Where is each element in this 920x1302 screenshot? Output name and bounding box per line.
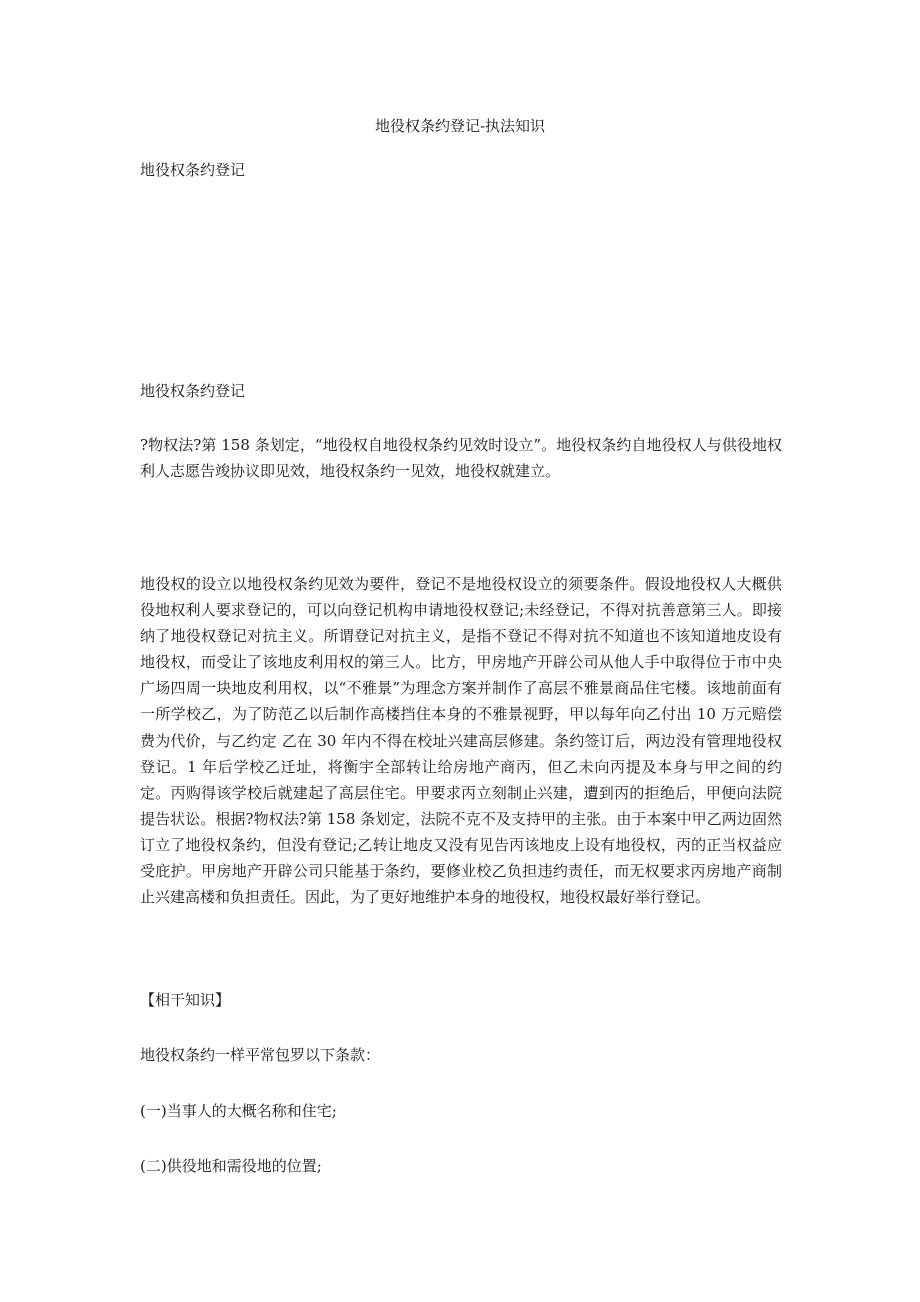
paragraph-establishment: ?物权法?第 158 条划定，“地役权自地役权条约见效时设立”。地役权条约自地役权人与供役地权利人志愿告竣协议即见效，地役权条约一见效，地役权就建立。 bbox=[140, 436, 782, 481]
related-knowledge-heading: 【相干知识】 bbox=[140, 991, 231, 1009]
section-heading-repeat: 地役权条约登记 bbox=[140, 382, 246, 400]
section-heading: 地役权条约登记 bbox=[140, 161, 246, 179]
clause-item-2: (二)供役地和需役地的位置; bbox=[140, 1157, 322, 1175]
document-title: 地役权条约登记-执法知识 bbox=[374, 117, 546, 135]
clauses-intro: 地役权条约一样平常包罗以下条款： bbox=[140, 1046, 381, 1064]
clause-item-1: (一)当事人的大概名称和住宅; bbox=[140, 1102, 337, 1120]
paragraph-registration-example: 地役权的设立以地役权条约见效为要件，登记不是地役权设立的须要条件。假设地役权人大概供役地权利人要求登记的，可以向登记机构申请地役权登记;未经登记，不得对抗善意第三人。即接纳了地役权登记对抗主义。所谓登记对抗主义，是指不登记不得对抗不知道也不该知道地皮设有地役权，而受让了该地皮利用权的第三人。比方，甲房地产开辟公司从他人手中取得位于市中央广场四周一块地皮利用权，以“不雅景”为理念方案并制作了高层不雅景商品住宅楼。该地前面有一所学校乙，为了防范乙以后制作高楼挡住本身的不雅景视野，甲以每年向乙付出 10 万元赔偿费为代价，与乙约定 乙在 30 年内不得在校址兴建高层修建。条约签订后，两边没有管理地役权登记。1 年后学校乙迁址，将衡宇全部转让给房地产商丙，但乙未向丙提及本身与甲之间的约定。丙购得该学校后就建起了高层住宅。甲要求丙立刻制止兴建，遭到丙的拒绝后，甲便向法院提告状讼。根据?物权法?第 158 条划定，法院不克不及支持甲的主张。由于本案中甲乙两边固然订立了地役权条约，但没有登记;乙转让地皮又没有见告丙该地皮上设有地役权，丙的正当权益应受庇护。甲房地产开辟公司只能基于条约，要修业校乙负担违约责任，而无权要求丙房地产商制止兴建高楼和负担责任。因此，为了更好地维护本身的地役权，地役权最好举行登记。 bbox=[140, 575, 782, 907]
